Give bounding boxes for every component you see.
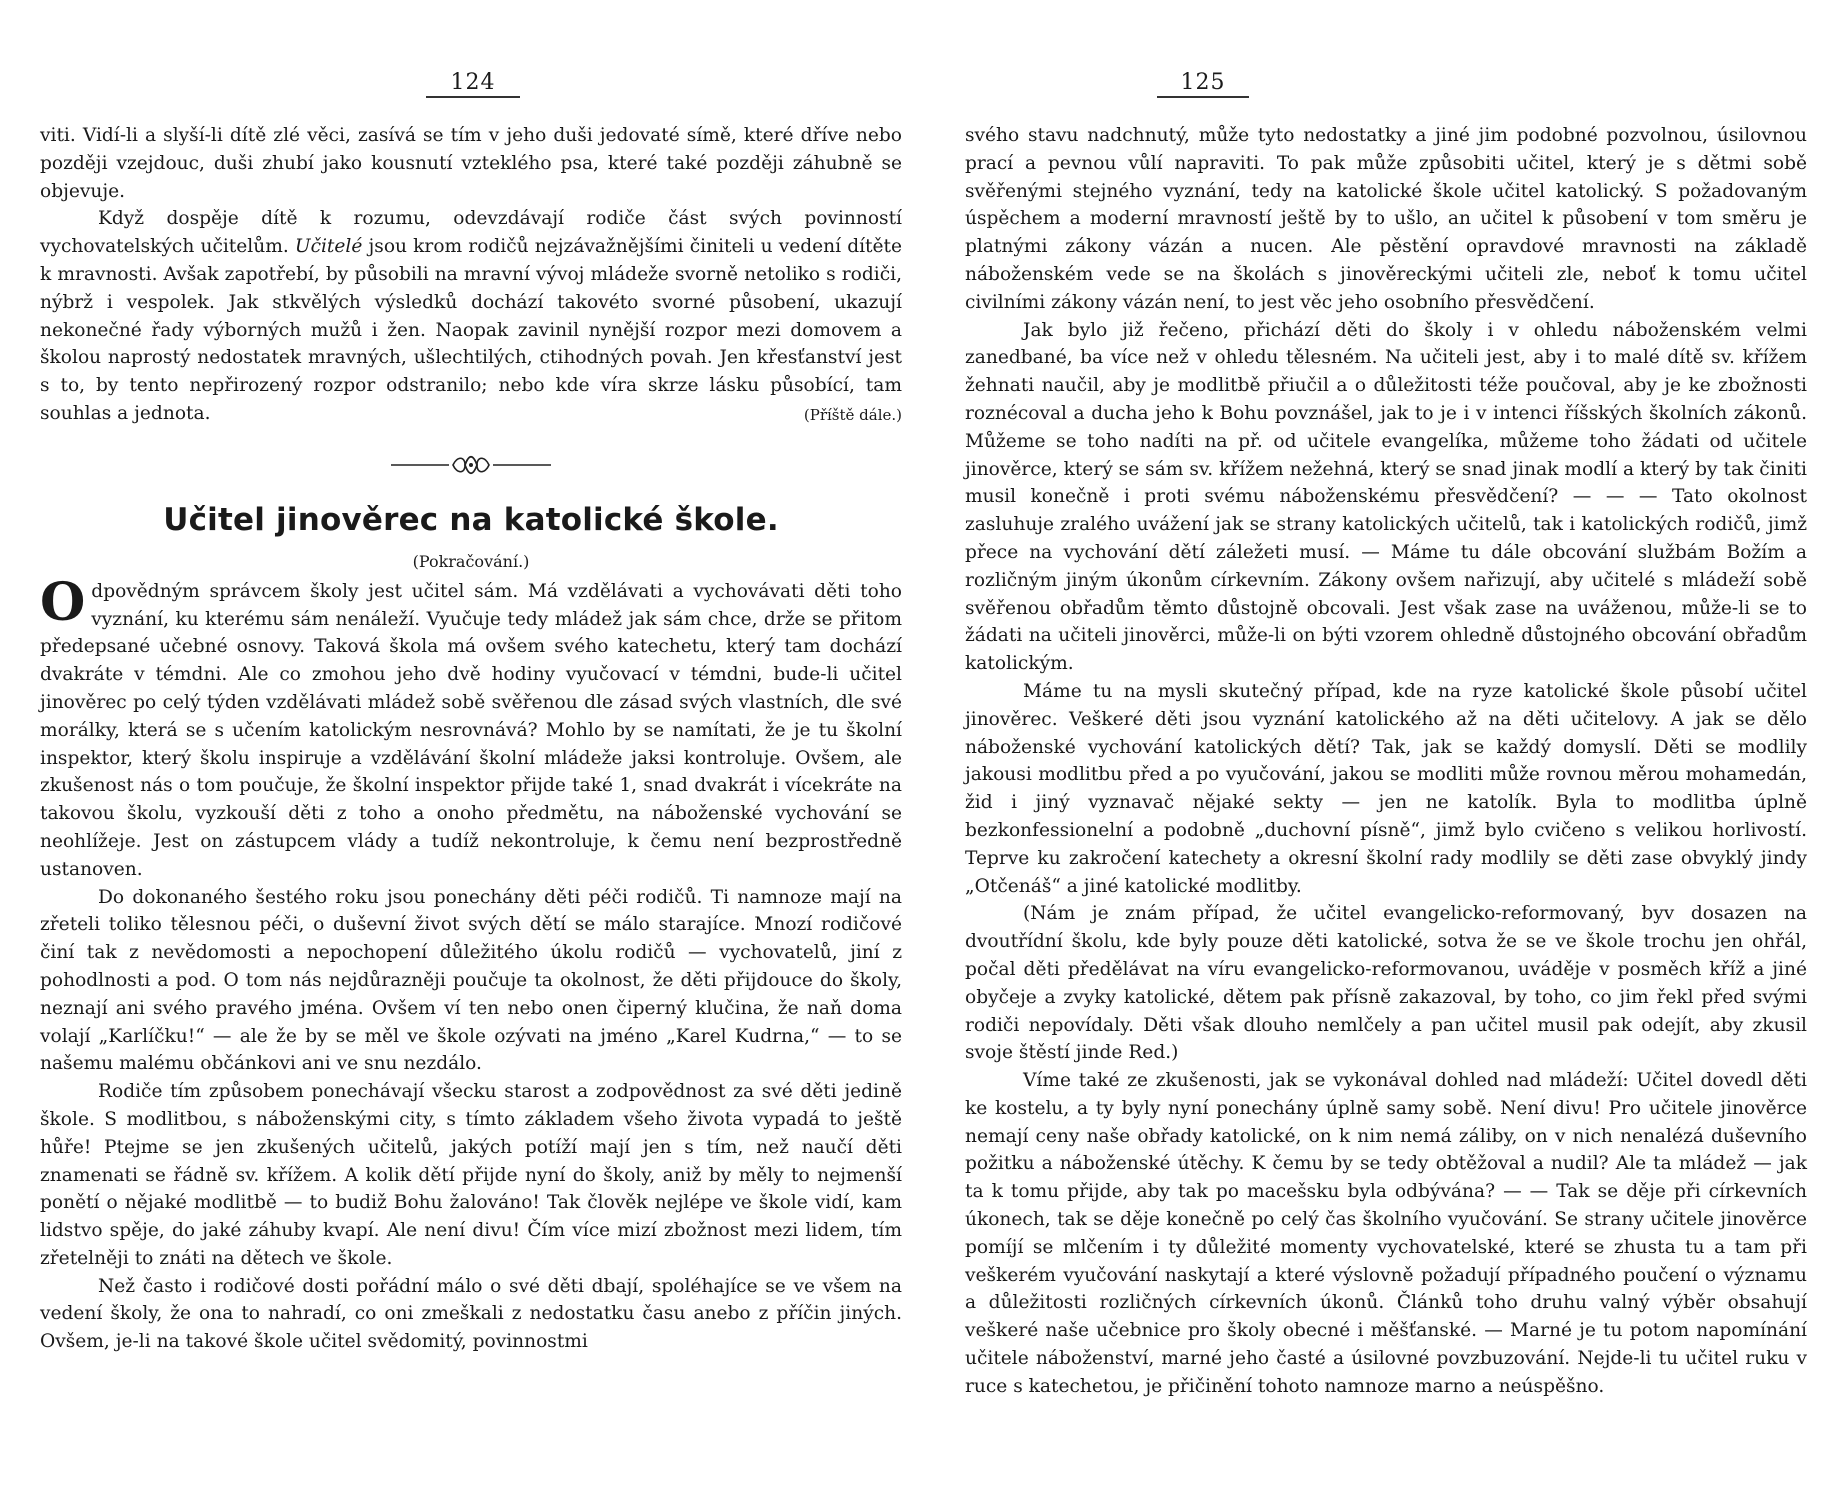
page-number-rule: [1157, 96, 1249, 98]
page-number: 125: [1180, 70, 1226, 95]
paragraph: (Nám je znám případ, že učitel evangelicko-reformovaný, byv dosazen na dvoutřídní školu, kde byly pouze děti katolické, sotva že se ve škole trochu jen ohřál, počal děti předělávat na víru evangelicko-reformovanou, uváděje v posměch kříž a jiné obyčeje a zvyky katolické, dětem pak přísně zakazoval, by toho, co jim řekl před svými rodiči nepovídaly. Děti však dlouho nemlčely a pan učitel musil pak odejít, aby zkusil svoje štěstí jinde Red.): [965, 903, 1807, 1064]
paragraph: Víme také ze zkušenosti, jak se vykonával dohled nad mládeží: Učitel dovedl děti ke kostelu, a ty byly nyní ponechány úplně samy sobě. Není divu! Pro učitele jinověrce nemají ceny naše obřady katolické, on k nim nemá záliby, on v nich nenalézá duševního požitku a náboženské útěchy. K čemu by se tedy obtěžoval a nudil? Ale ta mládež — jak ta k tomu přijde, aby tak po macešsku byla odbývána? — — Tak se děje při církevních úkonech, tak se děje konečně po celý čas školního vyučování. Se strany učitele jinověrce pomíjí se mlčením i ty důležité momenty vychovatelské, které se zhusta tu a tam při veškerém vyučování naskytají a které výslovně požadují případného poučení o významu a důležitosti rozličných církevních úkonů. Článků toho druhu valný výběr obsahují veškeré naše učebnice pro školy obecné i měšťanské. — Marné je tu potom napomínání učitele náboženství, marné jeho časté a úsilovné povzbuzování. Nejde-li tu učitel ruku v ruce s katechetou, je přičinění tohoto namnoze marno a neúspěšno.: [965, 1070, 1807, 1397]
article-subtitle: (Pokračování.): [412, 551, 530, 571]
page-number: 124: [450, 70, 496, 95]
emphasis: Učitelé: [294, 236, 363, 258]
paragraph: Odpovědným správcem školy jest učitel sám. Má vzdělávati a vychovávati děti toho vyznání, ku kterému sám nenáleží. Vyučuje tedy mládež jak sám chce, drže se přitom předepsané učebné osnovy. Taková škola má ovšem svého katechetu, který tam dochází dvakráte v témdni. Ale co zmohou jeho dvě hodiny vyučovací v témdni, bude-li učitel jinověrec po celý týden vzdělávati mládež sobě svěřenou dle zásad svých vlastních, dle své morálky, která se s učením katolickým nesrovnává? Mohlo by se namítati, že je tu školní inspektor, který školu inspiruje a vzdělávání školní mládeže jaksi kontroluje. Ovšem, ale zkušenost nás o tom poučuje, že školní inspektor přijde také 1, snad dvakrát i vícekráte na takovou školu, vyzkouší děti z toho a onoho předmětu, na náboženské vychování se neohlížeje. Jest on zástupcem vlády a tudíž nekontroluje, k čemu není bezprostředně ustanoven.: [40, 571, 902, 880]
drop-cap: O: [40, 571, 86, 633]
right-column: [965, 122, 1807, 1401]
paragraph: Než často i rodičové dosti pořádní málo o své děti dbají, spoléhajíce se ve všem na vedení školy, že ona to nahradí, co oni zmeškali z nedostatku času anebo z příčin jiných. Ovšem, je-li na takové škole učitel svědomitý, povinnostmi: [40, 1275, 902, 1353]
paragraph: Máme tu na mysli skutečný případ, kde na ryze katolické škole působí učitel jinověrec. Veškeré děti jsou vyznání katolického až na děti učitelovy. A jak se dělo náboženské vychování katolických dětí? Tak, jak se každý domyslí. Děti se modlily jakousi modlitbu před a po vyučování, jakou se modliti může rovnou měrou mohamedán, žid i jiný vyznavač nějaké sekty — jen ne katolík. Byla to modlitba úplně bezkonfessionelní a podobně „duchovní písně“, jimž bylo cvičeno s velikou horlivostí. Teprve ku zakročení katechety a okresní školní rady modlily se děti zase obvyklý jindy „Otčenáš“ a jiné katolické modlitby.: [965, 680, 1807, 897]
paragraph: svého stavu nadchnutý, může tyto nedostatky a jiné jim podobné pozvolnou, úsilovnou prací a pevnou vůlí napraviti. To pak může způsobiti učitel, který je s dětmi sobě svěřenými stejného vyznání, tedy na katolické škole učitel katolický. S požadovaným úspěchem a moderní mravností ještě by to ušlo, an učitel k působení v tom směru je platnými zákony vázán a nucen. Ale pěstění opravdové mravnosti na základě náboženském vede se na školách s jinověreckými učiteli zle, neboť k tomu učitel civilními zákony vázán není, to jest věc jeho osobního přesvědčení.: [965, 125, 1807, 313]
paragraph: Jak bylo již řečeno, přichází děti do školy i v ohledu náboženském velmi zanedbané, ba více než v ohledu tělesném. Na učiteli jest, aby i to malé dítě sv. křížem žehnati naučil, aby je modlitbě přiučil a o důležitosti téže poučoval, aby je ke zbožnosti roznécoval a ducha jeho k Bohu povznášel, jak to je i v intenci říšských školních zákonů. Můžeme se toho nadíti na př. od učitele evangelíka, můžeme toho žádati od učitele jinověrce, který se sám sv. křížem nežehná, který se snad jinak modlí a který by tak činiti musil konečně i proti svému náboženskému přesvědčení? — — — Tato okolnost zasluhuje zralého uvážení jak se strany katolických učitelů, tak i katolických rodičů, jimž přece na vychování dětí záležeti musí. — Máme tu dále obcování službám Božím a rozličným jiným úkonům církevním. Zákony ovšem nařizují, aby učitelé s mládeží sobě svěřenou obřadům těmto důstojně obcovali. Jest však zase na uváženou, může-li se to žádati na učiteli jinověrci, může-li on býti vzorem ohledně důstojného obcování obřadům katolickým.: [965, 319, 1807, 675]
ornament-divider: [40, 450, 902, 480]
article-title: Učitel jinověrec na katolické škole.: [163, 501, 779, 538]
paragraph: Rodiče tím způsobem ponechávají všecku starost a zodpovědnost za své děti jedině škole. S modlitbou, s náboženskými city, s tímto základem všeho života vypadá to ještě hůře! Ptejme se jen zkušených učitelů, jakých potíží mají jen s tím, než naučí děti znamenati se řádně sv. křížem. A kolik dětí přijde nyní do školy, aniž by měly to nejmenší ponětí o nějaké modlitbě — to budiž Bohu žalováno! Tak člověk nejlépe ve škole vidí, kam lidstvo spěje, do jaké záhuby kvapí. Ale není divu! Čím více mizí zbožnost mezi lidem, tím zřetelněji to znáti na dětech ve škole.: [40, 1081, 902, 1269]
right-page: [923, 0, 1846, 1500]
continued-note: (Příště dále.): [803, 405, 902, 424]
paragraph: Když dospěje dítě k rozumu, odevzdávají rodiče část svých povinností vychovatelských učitelům. Učitelé jsou krom rodičů nejzávažnějšími činiteli u vedení dítěte k mravnosti. Avšak zapotřebí, by působili na mravní vývoj mládeže svorně netoliko s rodiči, nýbrž i vespolek. Jak stkvělých výsledků dochází takovéto svorné působení, ukazují nekonečné řady výborných mužů i žen. Naopak zavinil nynější rozpor mezi domovem a školou naprostý nedostatek mravných, ušlechtilých, ctihodných povah. Jen křesťanství jest s to, by tento nepřirozený rozpor odstranilo; nebo kde víra skrze lásku působící, tam souhlas a jednota. (Příště dále.): [40, 205, 902, 427]
paragraph: viti. Vidí-li a slyší-li dítě zlé věci, zasívá se tím v jeho duši jedovaté símě, které dříve nebo později vzejdouc, duši zhubí jako kousnutí vzteklého psa, které také později záhubně se objevuje.: [40, 125, 902, 202]
left-column: [40, 122, 902, 1356]
page-number-rule: [426, 96, 520, 98]
paragraph: Do dokonaného šestého roku jsou ponechány děti péči rodičů. Ti namnoze mají na zřeteli toliko tělesnou péči, o duševní život svých dětí se málo starajíce. Mnozí rodičové činí tak z nevědomosti a nepochopení důležitého úkolu rodičů — vychovatelů, jiní z pohodlnosti a pod. O tom nás nejdůrazněji poučuje ta okolnost, že děti přijdouce do školy, neznají ani svého pravého jména. Ovšem ví ten nebo onen čiperný klučina, že naň doma volají „Karlíčku!“ — ale že by se měl ve škole ozývati na jméno „Karel Kudrna,“ — to se našemu malému občánkovi ani ve snu nezdálo.: [40, 886, 902, 1075]
